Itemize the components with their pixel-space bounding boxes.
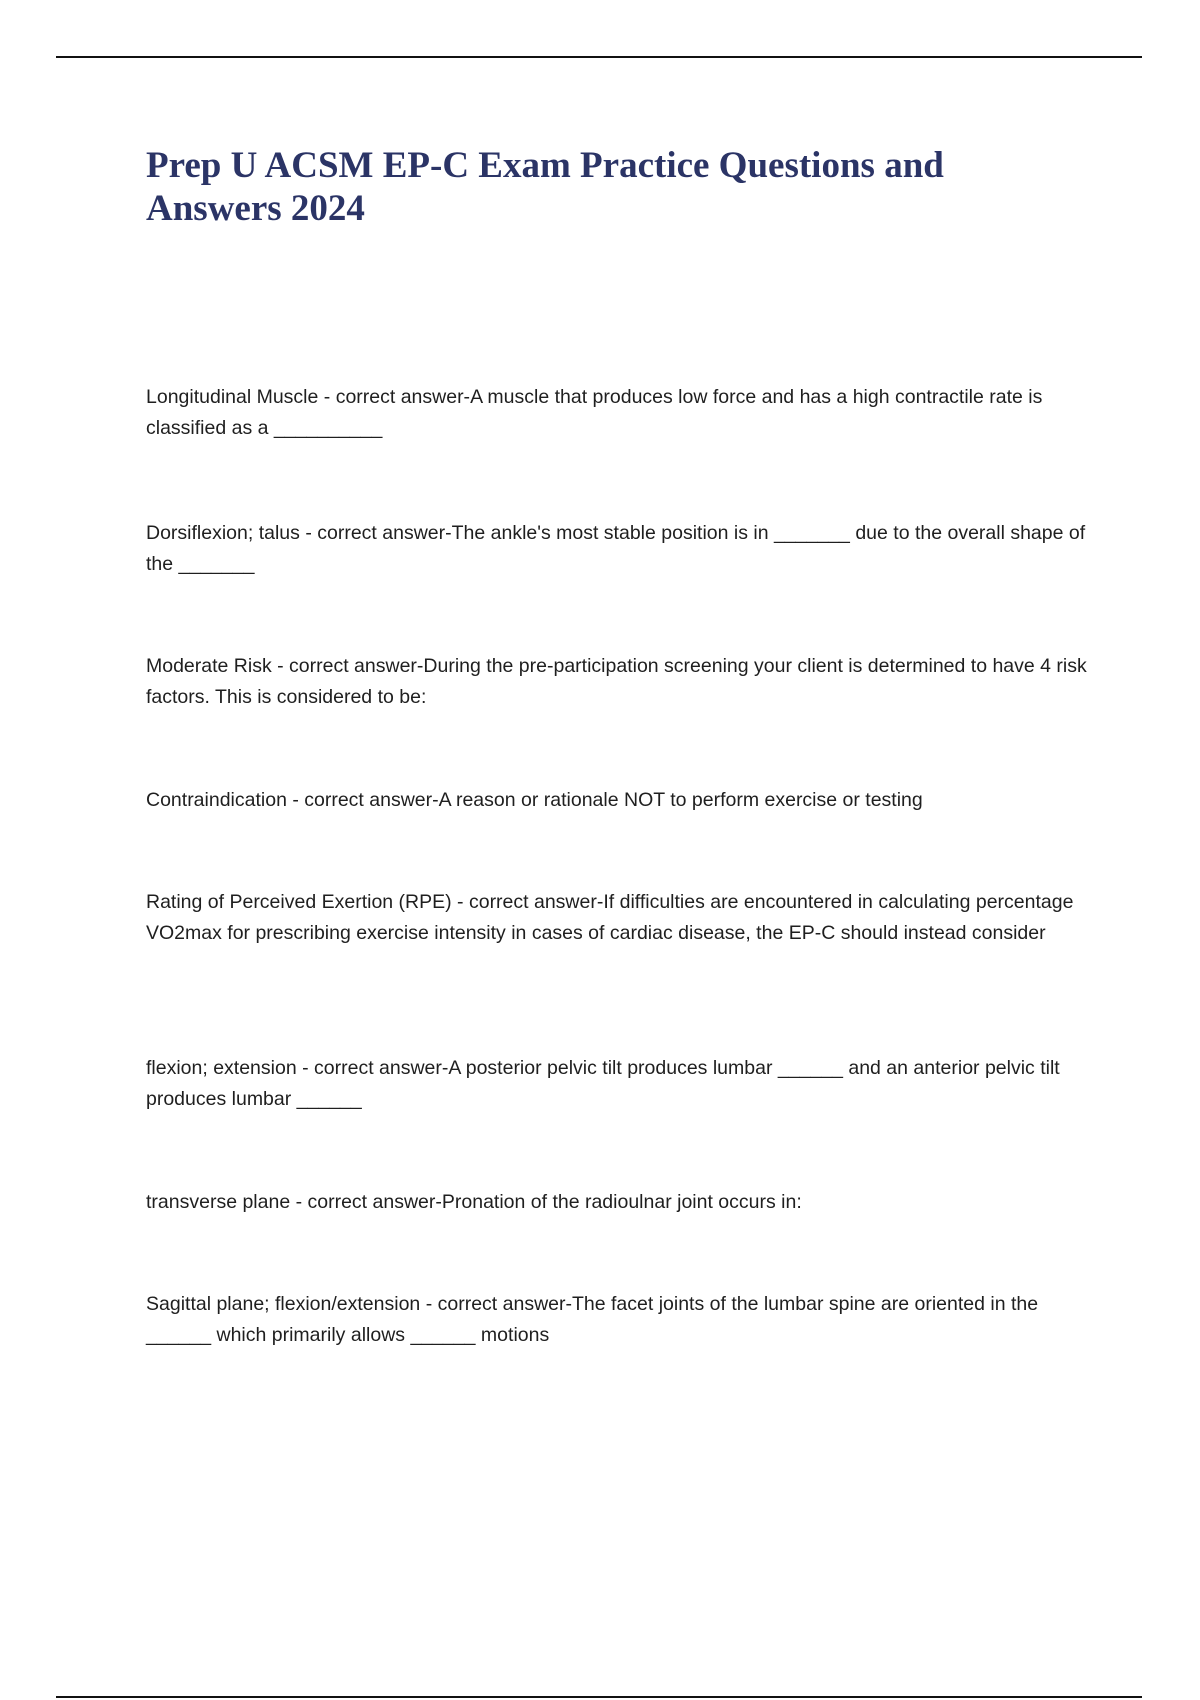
qa-item [146, 1187, 1091, 1218]
answer-text: Rating of Perceived Exertion (RPE) [146, 891, 452, 913]
question-text: During the pre-participation screening your client is determined to have 4 risk factors. This is considered to be: [146, 655, 1087, 708]
qa-item [146, 887, 1091, 949]
bottom-rule [56, 1696, 1142, 1698]
qa-item [146, 518, 1091, 580]
question-text: If difficulties are encountered in calculating percentage VO2max for prescribing exercise intensity in cases of cardiac disease, the EP-C should instead consider [146, 891, 1074, 944]
answer-text: Sagittal plane; flexion/extension [146, 1293, 421, 1315]
answer-separator: - correct answer- [286, 789, 439, 811]
answer-text: Moderate Risk [146, 655, 272, 677]
answer-separator: - correct answer- [296, 1057, 449, 1079]
qa-item [146, 785, 1091, 816]
answer-text: Dorsiflexion; talus [146, 522, 300, 544]
top-rule [56, 56, 1142, 58]
answer-separator: - correct answer- [290, 1191, 442, 1213]
answer-text: Longitudinal Muscle [146, 386, 319, 408]
answer-text: Contraindication [146, 789, 287, 811]
question-text: The ankle's most stable position is in _______ due to the overall shape of the _______ [146, 522, 1086, 575]
question-text: Pronation of the radioulnar joint occurs in: [441, 1191, 802, 1213]
qa-item [146, 1053, 1091, 1115]
answer-separator: - correct answer- [451, 891, 604, 913]
answer-text: transverse plane [146, 1191, 291, 1213]
answer-text: flexion; extension [146, 1057, 297, 1079]
question-text: A reason or rationale NOT to perform exercise or testing [438, 789, 923, 811]
answer-separator: - correct answer- [420, 1293, 572, 1315]
page-title: Prep U ACSM EP-C Exam Practice Questions and Answers 2024 [146, 145, 944, 229]
qa-item [146, 651, 1091, 713]
answer-separator: - correct answer- [318, 386, 471, 408]
answer-separator: - correct answer- [271, 655, 424, 677]
answer-separator: - correct answer- [299, 522, 452, 544]
question-text: A muscle that produces low force and has a high contractile rate is classified as a __________ [146, 386, 1043, 439]
question-text: A posterior pelvic tilt produces lumbar ______ and an anterior pelvic tilt produces lumbar ______ [146, 1057, 1060, 1110]
qa-item [146, 1289, 1091, 1351]
qa-item [146, 382, 1091, 444]
question-text: The facet joints of the lumbar spine are oriented in the ______ which primarily allows ______ motions [146, 1293, 1039, 1346]
